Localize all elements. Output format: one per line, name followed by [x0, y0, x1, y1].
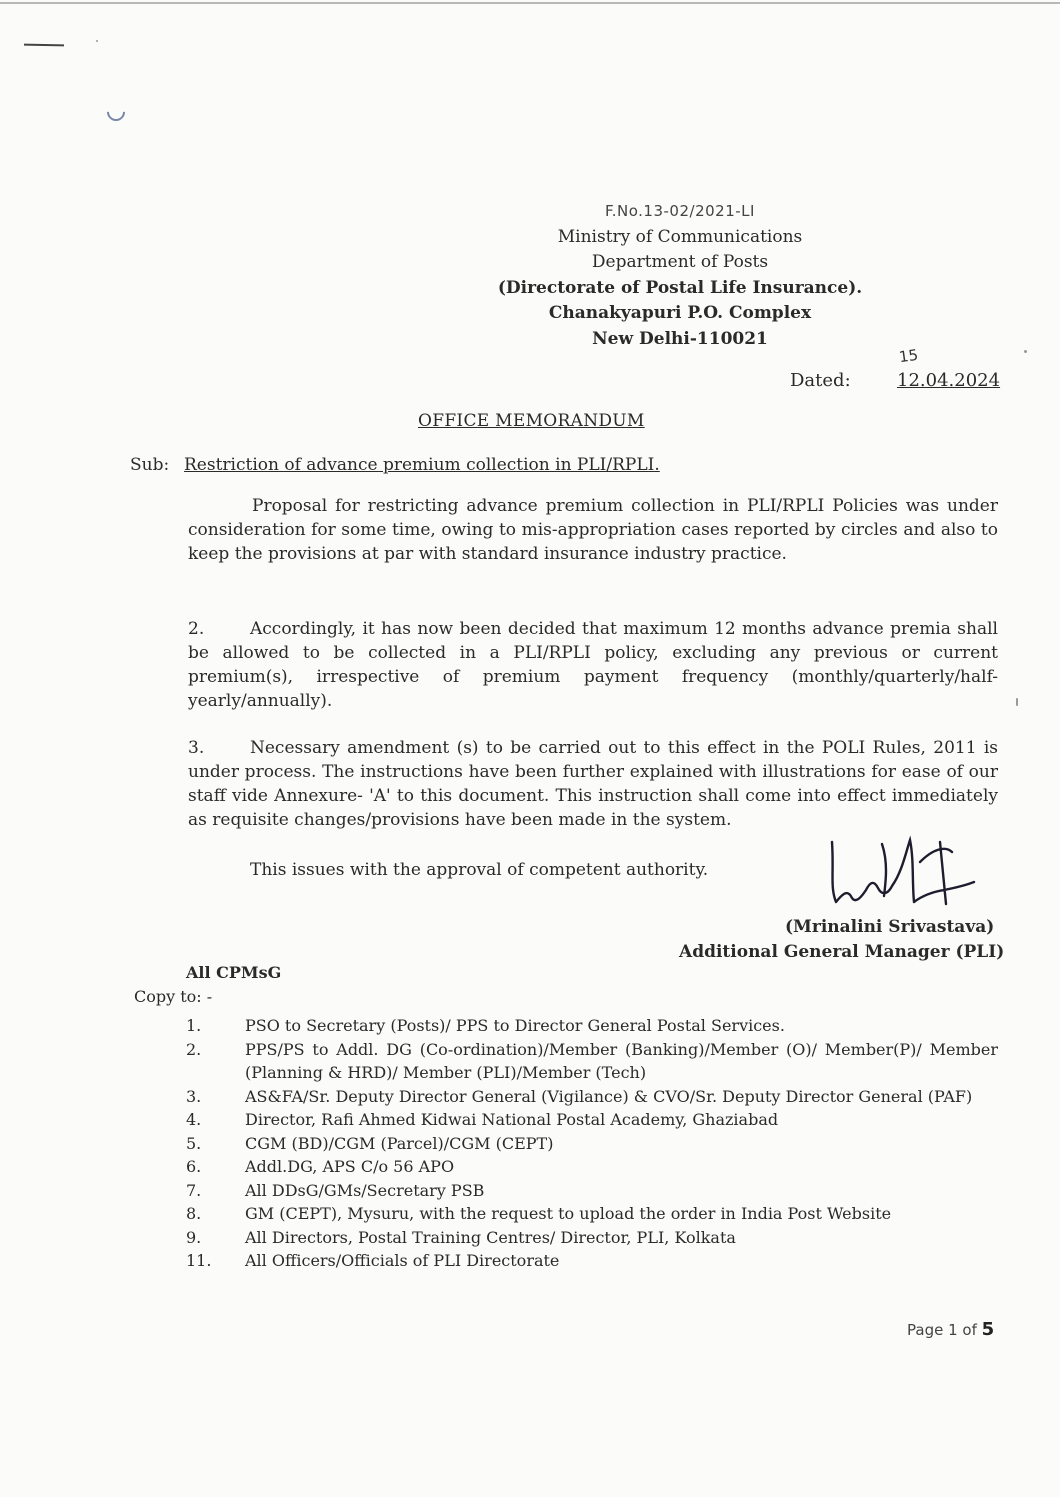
- scan-speck: [1024, 350, 1027, 353]
- paragraph-number: 2.: [188, 619, 205, 639]
- subject-label: Sub:: [130, 455, 170, 475]
- department-name: Department of Posts: [591, 252, 769, 272]
- punch-mark: [103, 99, 128, 124]
- address-line-1: Chanakyapuri P.O. Complex: [548, 303, 812, 323]
- list-item: 9. All Directors, Postal Training Centres/ Director, PLI, Kolkata: [186, 1227, 736, 1247]
- dated-label: Dated:: [790, 370, 851, 391]
- directorate-name: (Directorate of Postal Life Insurance).: [497, 277, 863, 298]
- file-number: F.No.13-02/2021-LI: [605, 202, 755, 220]
- page-total: 5: [981, 1319, 995, 1340]
- paragraph-text: Necessary amendment (s) to be carried out to this effect in the POLI Rules, 2011 is under process. The instructions have been further explained with illustrations for ease of our staff vide Annexure- 'A' to this document. This instruction shall come into effect immediately as requisite changes/provisions have been made in the system.: [188, 738, 998, 830]
- list-item: 7. All DDsG/GMs/Secretary PSB: [186, 1180, 485, 1200]
- scan-edge: [0, 2, 1060, 4]
- list-item: 11. All Officers/Officials of PLI Directorate: [186, 1251, 560, 1270]
- handwritten-signature: [822, 832, 982, 912]
- date-correction-handwritten: 15: [897, 345, 920, 367]
- paragraph-3: [188, 736, 998, 832]
- address-line-2: New Delhi-110021: [592, 328, 768, 349]
- addressee: All CPMsG: [186, 963, 282, 982]
- list-item: 2. PPS/PS to Addl. DG (Co-ordination)/Member (Banking)/Member (O)/ Member(P)/ Member (Planning & HRD)/ Member (PLI)/Member (Tech): [186, 1039, 998, 1082]
- pen-mark: [24, 44, 64, 47]
- scan-speck: [1016, 698, 1018, 706]
- paragraph-1: Proposal for restricting advance premium collection in PLI/RPLI Policies was under consideration for some time, owing to mis-appropriation cases reported by circles and also to keep the provisions at par with standard insurance industry practice.: [188, 496, 998, 564]
- approval-line: This issues with the approval of competent authority.: [250, 860, 709, 880]
- copy-list: [186, 1014, 998, 1273]
- list-item: 5. CGM (BD)/CGM (Parcel)/CGM (CEPT): [186, 1133, 554, 1153]
- copy-to-label: Copy to: -: [134, 987, 213, 1006]
- signatory-title: Additional General Manager (PLI): [679, 942, 1005, 962]
- memo-title: OFFICE MEMORANDUM: [418, 411, 645, 431]
- signatory-name: (Mrinalini Srivastava): [785, 917, 995, 937]
- dated-value: 12.04.2024: [897, 370, 1001, 391]
- list-item: 4. Director, Rafi Ahmed Kidwai National Postal Academy, Ghaziabad: [186, 1110, 779, 1129]
- list-item: 1. PSO to Secretary (Posts)/ PPS to Director General Postal Services.: [186, 1016, 785, 1035]
- subject-text: Restriction of advance premium collection in PLI/RPLI.: [184, 455, 660, 475]
- paragraph-text: Accordingly, it has now been decided that maximum 12 months advance premia shall be allowed to be collected in a PLI/RPLI policy, excluding any previous or current premium(s), irrespective of premium payment frequency (monthly/quarterly/half-yearly/annually).: [188, 619, 998, 711]
- page-number: Page 1 of 5: [907, 1319, 995, 1340]
- ministry-name: Ministry of Communications: [557, 226, 803, 247]
- paragraph-number: 3.: [188, 738, 205, 758]
- paragraph-2: [188, 617, 998, 713]
- list-item: 8. GM (CEPT), Mysuru, with the request to upload the order in India Post Website: [186, 1204, 892, 1223]
- letterhead: [380, 199, 980, 352]
- list-item: 6. Addl.DG, APS C/o 56 APO: [186, 1157, 455, 1176]
- scan-speck: [96, 40, 98, 42]
- list-item: 3. AS&FA/Sr. Deputy Director General (Vigilance) & CVO/Sr. Deputy Director General (PAF): [186, 1086, 973, 1106]
